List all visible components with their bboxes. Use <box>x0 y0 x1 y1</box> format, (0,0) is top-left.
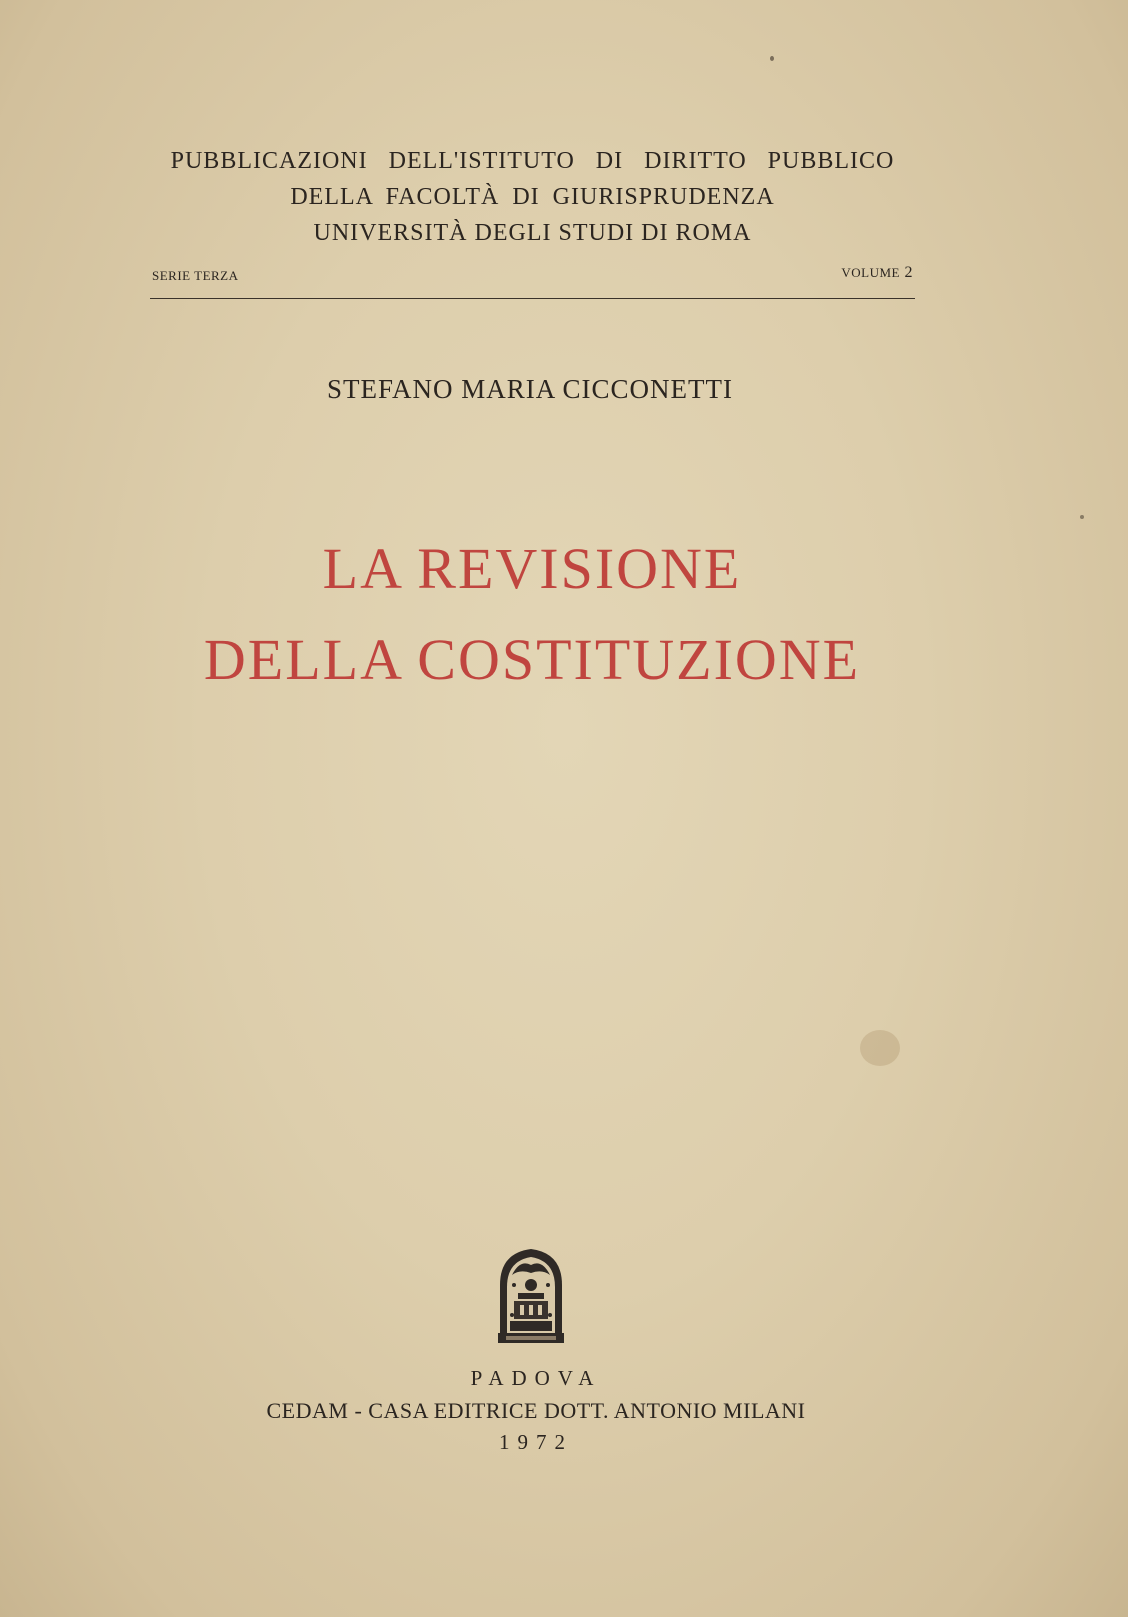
paper-stain <box>860 1030 900 1066</box>
author-name: STEFANO MARIA CICCONETTI <box>326 374 733 404</box>
imprint-publisher: CEDAM - CASA EDITRICE DOTT. ANTONIO MILANI <box>266 1398 806 1423</box>
publisher-emblem-icon <box>496 1245 566 1345</box>
paper-speck <box>770 56 774 61</box>
series-heading <box>150 143 915 251</box>
volume-label <box>841 264 913 282</box>
paper-speck <box>1080 515 1084 519</box>
series-meta-row <box>150 264 915 286</box>
volume-number: 2 <box>904 264 913 281</box>
imprint-year: 1972 <box>499 1430 573 1454</box>
volume-word: VOLUME <box>841 265 900 280</box>
imprint-city: PADOVA <box>470 1366 602 1390</box>
series-line: PUBBLICAZIONI DELL'ISTITUTO DI DIRITTO PUBBLICO <box>170 148 895 174</box>
header-rule <box>150 298 915 299</box>
book-title-line-2: DELLA COSTITUZIONE <box>203 627 861 692</box>
series-line: DELLA FACOLTÀ DI GIURISPRUDENZA <box>290 184 775 210</box>
book-title-line-1: LA REVISIONE <box>322 536 742 601</box>
series-label: SERIE TERZA <box>152 268 239 283</box>
series-line: UNIVERSITÀ DEGLI STUDI DI ROMA <box>313 220 752 246</box>
